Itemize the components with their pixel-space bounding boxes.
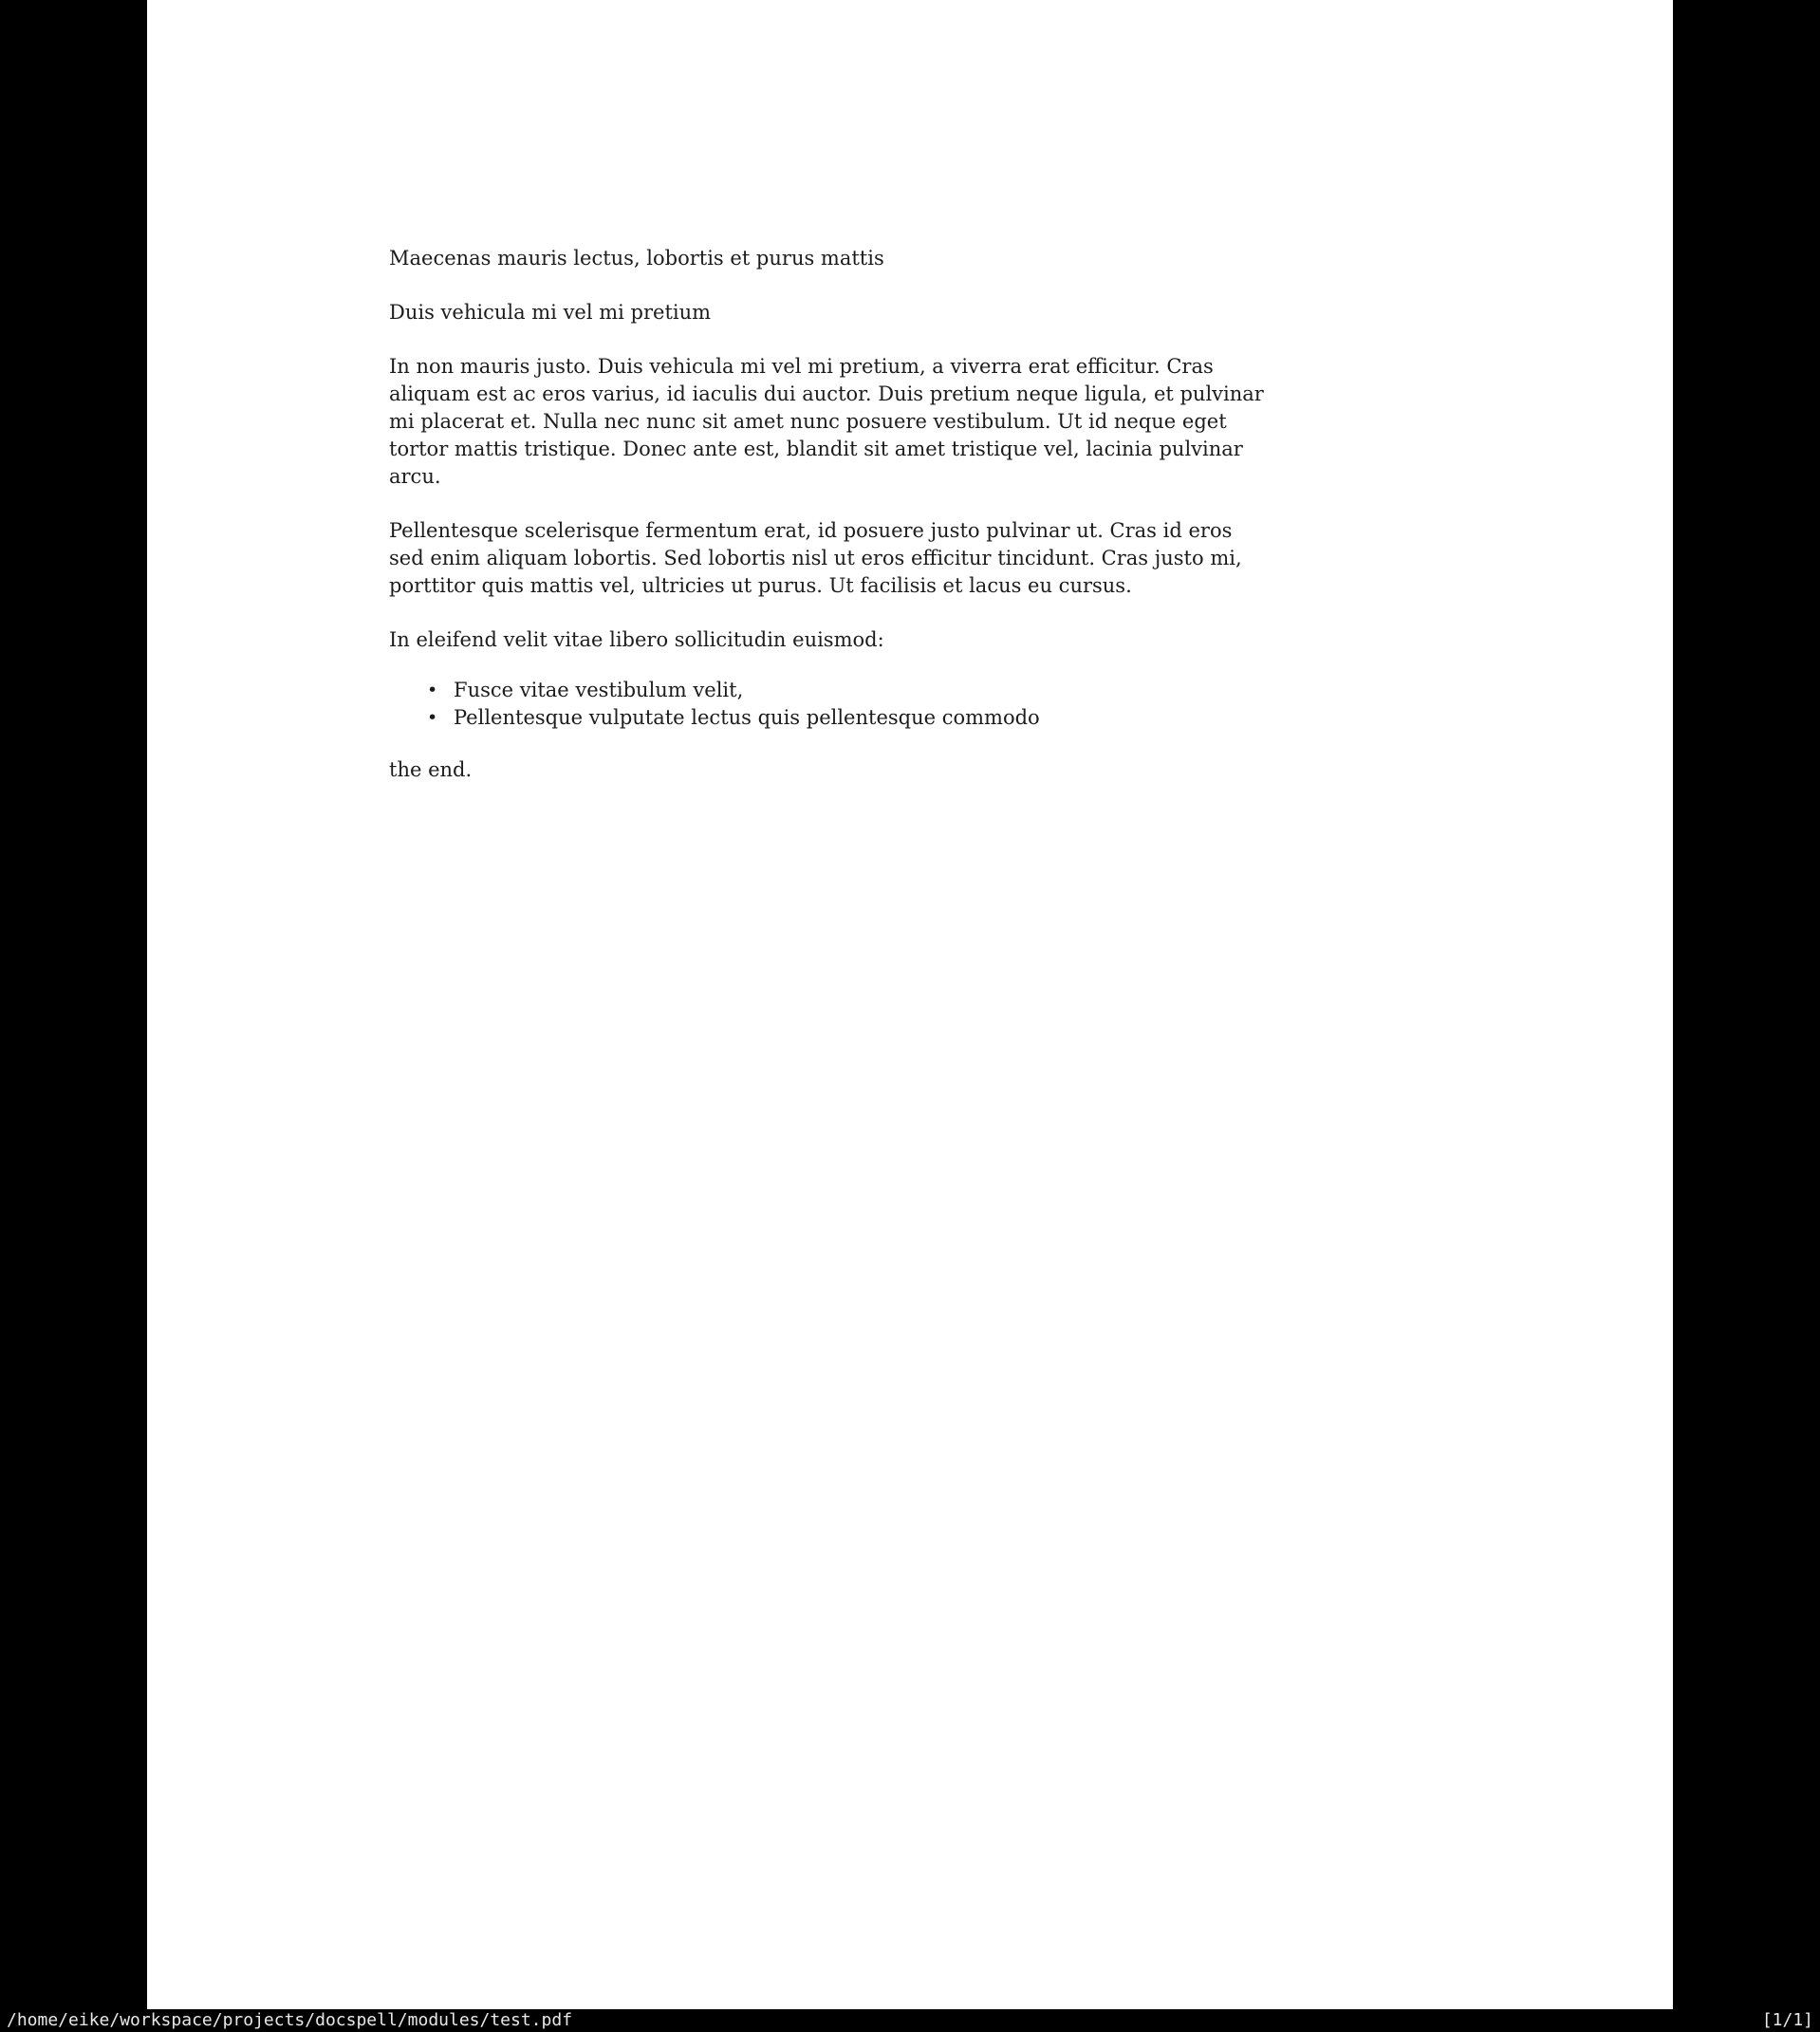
paragraph-line: porttitor quis mattis vel, ultricies ut purus. Ut facilisis et lacus eu cursus. bbox=[389, 574, 1132, 597]
statusbar bbox=[0, 2009, 1820, 2032]
paragraph-2 bbox=[389, 517, 1528, 600]
list-item-label: Fusce vitae vestibulum velit, bbox=[454, 679, 744, 701]
paragraph-line: mi placerat et. Nulla nec nunc sit amet nunc posuere vestibulum. Ut id neque eget bbox=[389, 410, 1227, 433]
closing-text: the end. bbox=[389, 758, 473, 781]
paragraph-line: In non mauris justo. Duis vehicula mi vel mi pretium, a viverra erat efficitur. Cras bbox=[389, 355, 1214, 378]
statusbar-page-indicator: [1/1] bbox=[1761, 2010, 1813, 2030]
list-item bbox=[389, 677, 1528, 704]
bullet-list bbox=[389, 677, 1528, 732]
heading-1: Maecenas mauris lectus, lobortis et purus mattis bbox=[389, 247, 884, 270]
list-item-label: Pellentesque vulputate lectus quis pellentesque commodo bbox=[454, 706, 1040, 729]
list-item bbox=[389, 704, 1528, 732]
paragraph-line: sed enim aliquam lobortis. Sed lobortis nisl ut eros efficitur tincidunt. Cras justo mi, bbox=[389, 547, 1242, 569]
document-content bbox=[389, 245, 1528, 811]
bullet-icon: • bbox=[427, 707, 438, 728]
statusbar-file-path: /home/eike/workspace/projects/docspell/modules/test.pdf bbox=[7, 2010, 573, 2030]
paragraph-line: Pellentesque scelerisque fermentum erat, id posuere justo pulvinar ut. Cras id eros bbox=[389, 519, 1233, 542]
pdf-page bbox=[147, 0, 1673, 2009]
paragraph-line: aliquam est ac eros varius, id iaculis dui auctor. Duis pretium neque ligula, et pulvinar bbox=[389, 382, 1264, 405]
bullet-icon: • bbox=[427, 680, 438, 700]
paragraph-line: tortor mattis tristique. Donec ante est, blandit sit amet tristique vel, lacinia pulvinar bbox=[389, 438, 1243, 460]
paragraph-line: arcu. bbox=[389, 465, 441, 488]
heading-2: Duis vehicula mi vel mi pretium bbox=[389, 301, 712, 324]
list-intro: In eleifend velit vitae libero sollicitudin euismod: bbox=[389, 628, 884, 651]
paragraph-1 bbox=[389, 353, 1528, 491]
